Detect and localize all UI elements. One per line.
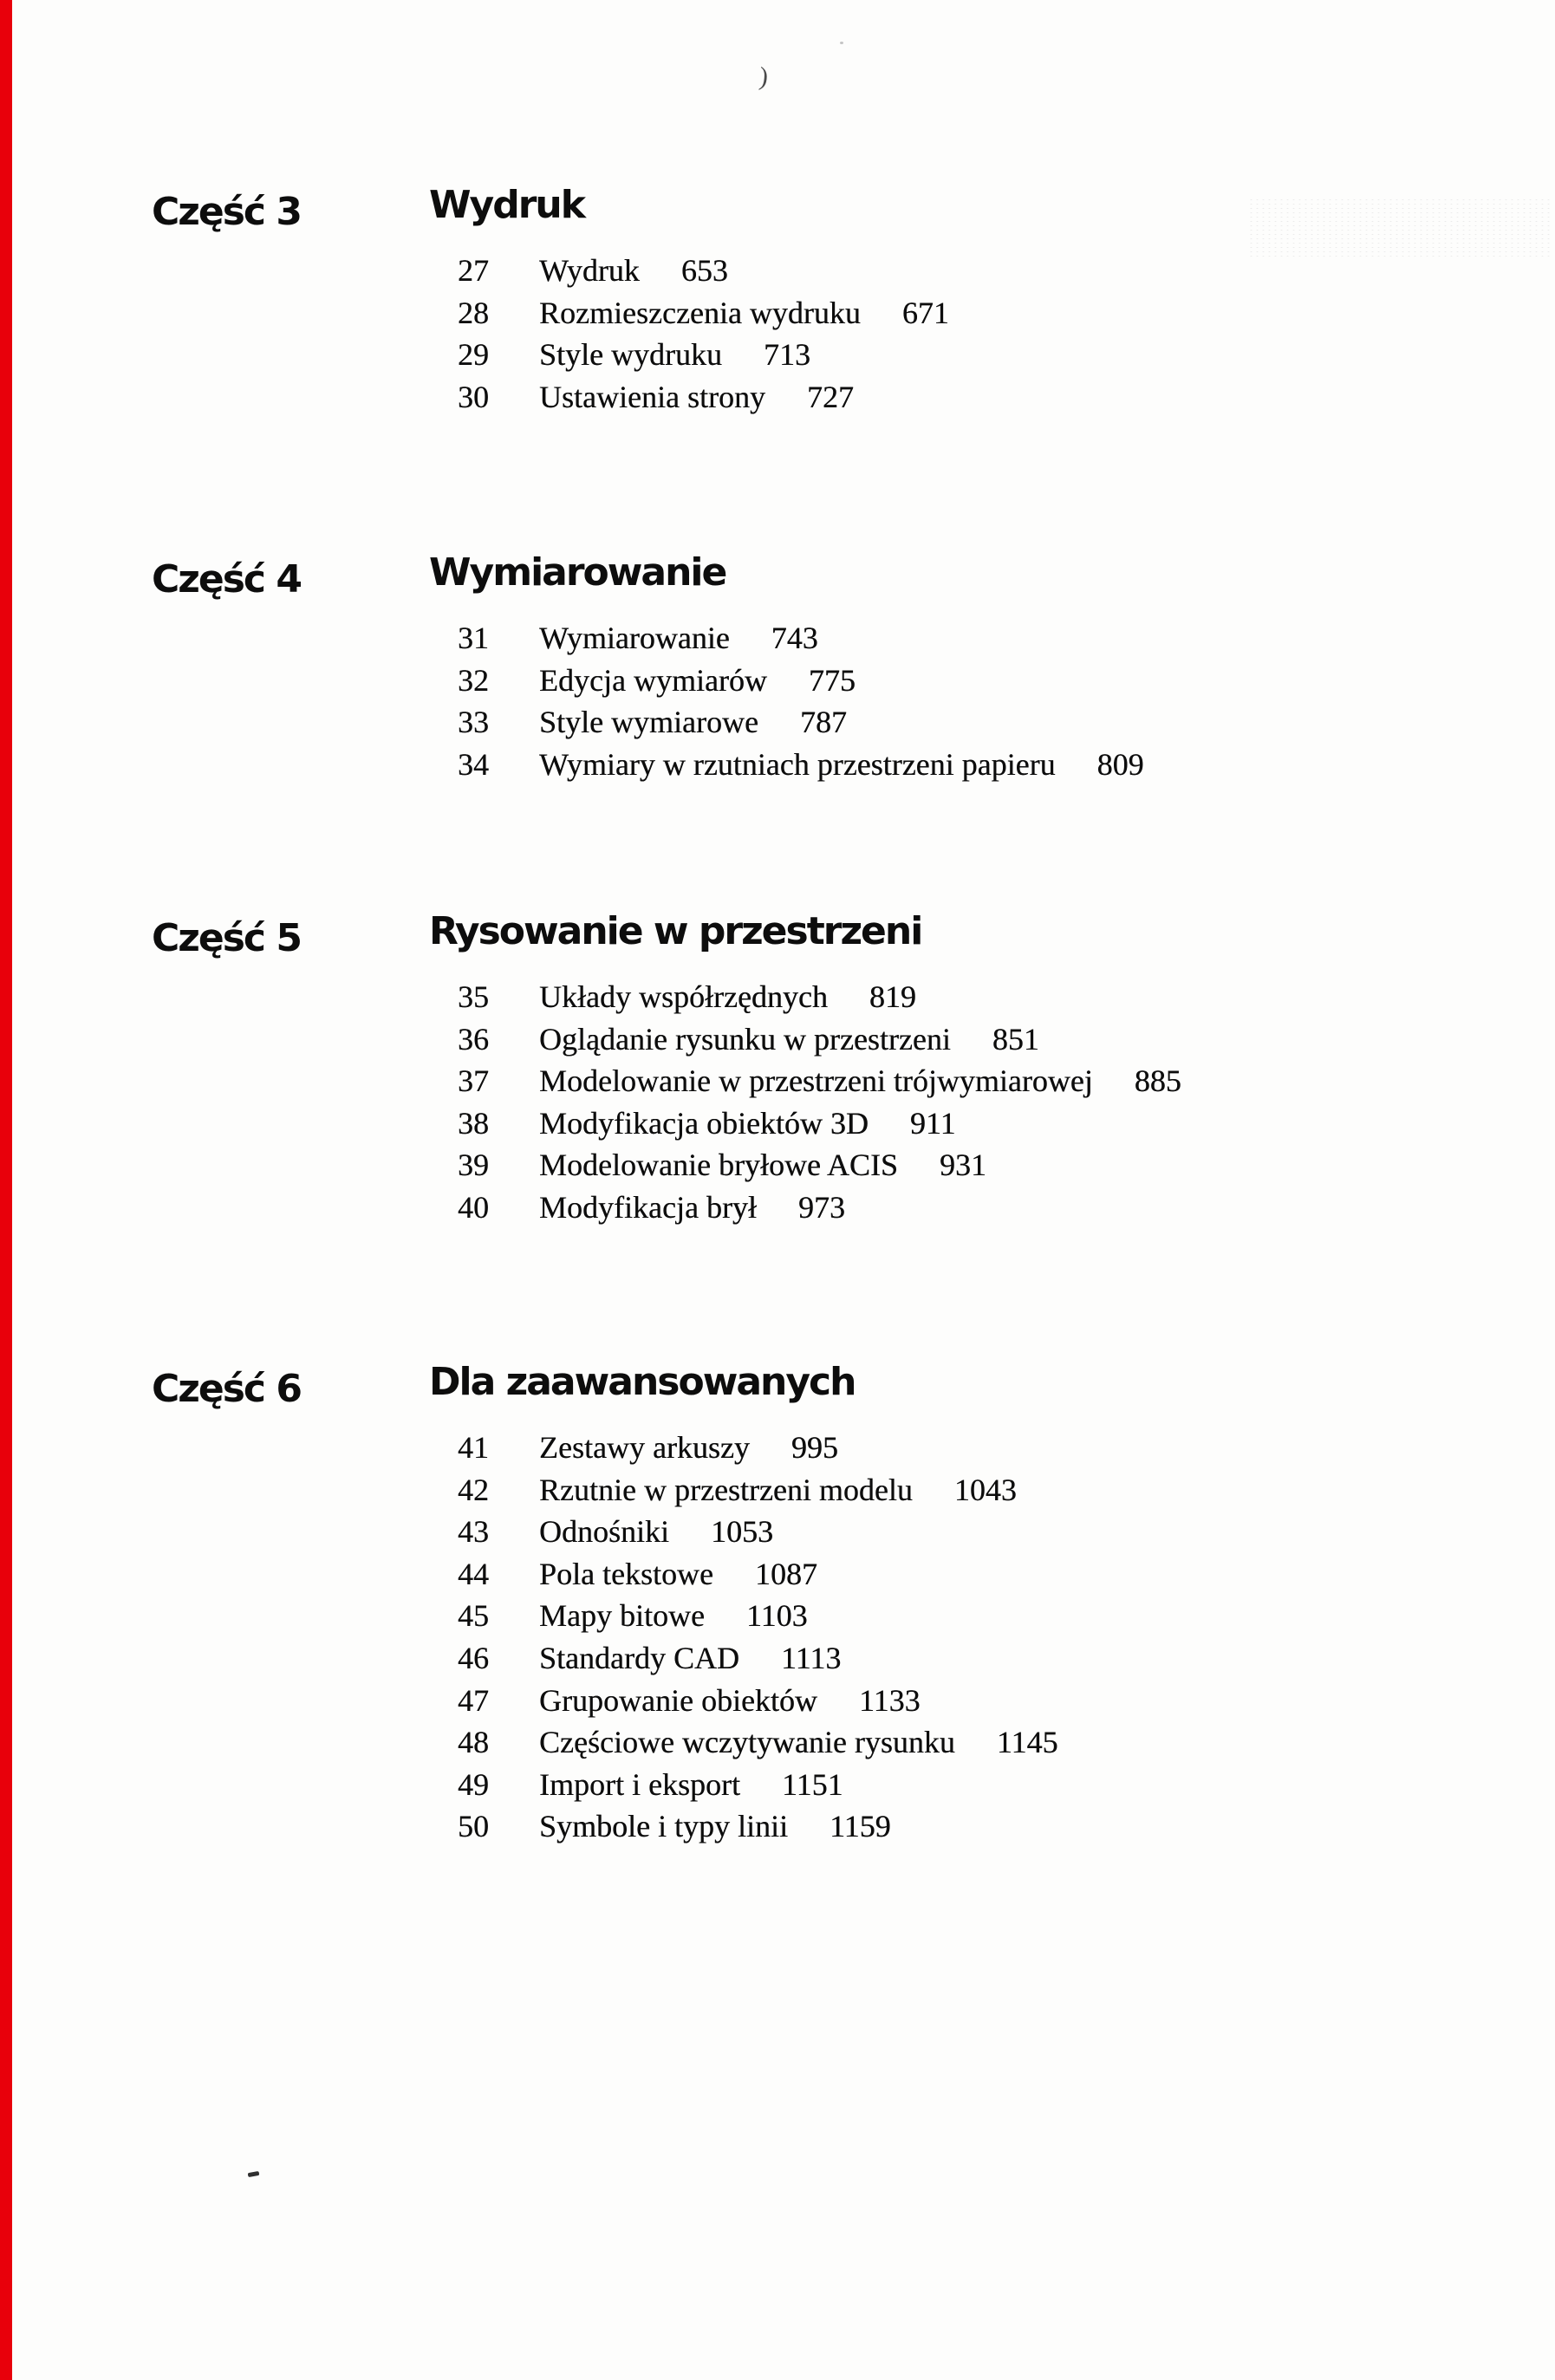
chapter-number: 50 <box>458 1809 489 1844</box>
chapter-number: 37 <box>458 1063 489 1099</box>
chapter-row <box>429 744 1555 786</box>
chapter-title: Oglądanie rysunku w przestrzeni <box>539 1021 951 1057</box>
chapter-row <box>429 1805 1555 1848</box>
chapter-row <box>429 1060 1555 1102</box>
chapter-title: Style wydruku <box>539 337 722 373</box>
part-title: Wymiarowanie <box>429 550 726 595</box>
chapter-title: Modyfikacja brył <box>539 1189 757 1225</box>
chapter-page-number: 713 <box>764 337 810 373</box>
chapter-row <box>429 660 1555 702</box>
chapter-page-number: 911 <box>909 1105 956 1141</box>
scan-artifact-paren: ) <box>758 62 770 92</box>
chapter-title: Rozmieszczenia wydruku <box>539 295 861 330</box>
chapter-title: Modyfikacja obiektów 3D <box>539 1105 869 1141</box>
part-body <box>429 909 1555 1229</box>
chapter-page-number: 1133 <box>858 1682 921 1718</box>
chapter-row <box>429 1553 1555 1596</box>
chapter-title: Symbole i typy linii <box>539 1809 789 1844</box>
chapter-number: 46 <box>458 1640 489 1675</box>
chapter-title: Pola tekstowe <box>539 1556 713 1591</box>
chapter-row <box>429 1102 1555 1145</box>
chapter-page-number: 1103 <box>745 1598 808 1634</box>
chapter-number: 47 <box>458 1682 489 1718</box>
chapter-page-number: 819 <box>869 979 916 1014</box>
chapter-row <box>429 1721 1555 1764</box>
chapter-page-number: 743 <box>771 621 818 655</box>
chapter-list <box>429 250 1555 418</box>
chapter-row <box>429 1637 1555 1680</box>
chapter-number: 45 <box>458 1598 489 1634</box>
chapter-number: 35 <box>458 979 489 1014</box>
chapter-row <box>429 1018 1555 1061</box>
chapter-row <box>429 701 1555 744</box>
chapter-list <box>429 1427 1555 1848</box>
scan-artifact-dot <box>840 42 843 44</box>
chapter-row <box>429 1469 1555 1512</box>
chapter-row <box>429 292 1555 335</box>
chapter-page-number: 809 <box>1096 746 1144 782</box>
toc-part-6 <box>0 1360 1555 1848</box>
chapter-number: 48 <box>458 1725 489 1760</box>
chapter-number: 41 <box>458 1430 489 1465</box>
chapter-number: 32 <box>458 662 489 698</box>
chapter-number: 30 <box>458 379 489 414</box>
chapter-title: Standardy CAD <box>539 1640 739 1675</box>
part-label: Część 4 <box>152 557 301 602</box>
chapter-page-number: 775 <box>808 662 856 698</box>
chapter-title: Częściowe wczytywanie rysunku <box>539 1725 955 1760</box>
chapter-title: Style wymiarowe <box>539 705 758 740</box>
chapter-page-number: 1159 <box>830 1809 891 1844</box>
chapter-number: 33 <box>458 705 489 740</box>
chapter-row <box>429 376 1555 419</box>
chapter-number: 49 <box>458 1766 489 1802</box>
chapter-row <box>429 250 1555 292</box>
chapter-page-number: 995 <box>791 1430 838 1465</box>
chapter-page-number: 851 <box>992 1021 1039 1057</box>
chapter-page-number: 653 <box>680 253 728 288</box>
chapter-number: 39 <box>458 1148 489 1183</box>
chapter-title: Zestawy arkuszy <box>539 1430 750 1465</box>
chapter-page-number: 931 <box>939 1148 986 1183</box>
chapter-page-number: 973 <box>797 1189 845 1225</box>
chapter-number: 36 <box>458 1021 489 1057</box>
chapter-list <box>429 976 1555 1229</box>
chapter-row <box>429 1427 1555 1469</box>
chapter-title: Modelowanie w przestrzeni trójwymiarowej <box>539 1063 1093 1099</box>
part-label: Część 6 <box>152 1367 301 1411</box>
chapter-page-number: 1151 <box>781 1766 843 1802</box>
chapter-list <box>429 617 1555 785</box>
chapter-title: Rzutnie w przestrzeni modelu <box>539 1472 913 1507</box>
chapter-title: Ustawienia strony <box>539 379 765 414</box>
chapter-title: Odnośniki <box>539 1514 670 1550</box>
scan-artifact-dash <box>248 2171 260 2177</box>
chapter-page-number: 671 <box>901 295 949 330</box>
chapter-page-number: 1087 <box>754 1556 817 1591</box>
chapter-title: Edycja wymiarów <box>539 662 767 698</box>
chapter-number: 42 <box>458 1472 489 1507</box>
toc-part-4 <box>0 550 1555 785</box>
chapter-number: 38 <box>458 1105 489 1141</box>
chapter-row <box>429 1680 1555 1722</box>
chapter-page-number: 1053 <box>711 1514 774 1550</box>
toc-part-5 <box>0 909 1555 1229</box>
chapter-number: 29 <box>458 337 489 373</box>
chapter-title: Mapy bitowe <box>539 1598 705 1634</box>
chapter-page-number: 885 <box>1134 1063 1181 1099</box>
chapter-title: Import i eksport <box>539 1766 740 1802</box>
part-title: Rysowanie w przestrzeni <box>429 909 922 953</box>
chapter-row <box>429 1511 1555 1553</box>
chapter-row <box>429 1764 1555 1806</box>
part-body <box>429 1360 1555 1848</box>
toc-part-3 <box>0 183 1555 418</box>
chapter-title: Wydruk <box>539 253 640 288</box>
part-body <box>429 550 1555 785</box>
chapter-row <box>429 1187 1555 1229</box>
chapter-number: 44 <box>458 1556 489 1591</box>
part-label: Część 3 <box>152 190 301 234</box>
chapter-row <box>429 617 1555 660</box>
chapter-number: 34 <box>458 746 489 782</box>
chapter-page-number: 787 <box>799 705 847 740</box>
chapter-title: Modelowanie bryłowe ACIS <box>539 1148 898 1183</box>
chapter-title: Układy współrzędnych <box>539 979 828 1014</box>
chapter-number: 43 <box>458 1514 489 1550</box>
chapter-number: 28 <box>458 295 489 330</box>
chapter-title: Wymiarowanie <box>539 621 730 655</box>
part-label: Część 5 <box>152 916 301 960</box>
chapter-page-number: 1145 <box>996 1725 1058 1760</box>
chapter-number: 40 <box>458 1189 489 1225</box>
chapter-page-number: 727 <box>806 379 854 414</box>
chapter-page-number: 1113 <box>780 1640 842 1675</box>
chapter-number: 27 <box>458 253 489 288</box>
chapter-row <box>429 976 1555 1018</box>
chapter-title: Grupowanie obiektów <box>539 1682 817 1718</box>
chapter-row <box>429 1595 1555 1637</box>
chapter-row <box>429 1144 1555 1187</box>
part-body <box>429 183 1555 418</box>
chapter-number: 31 <box>458 621 489 655</box>
chapter-row <box>429 334 1555 376</box>
chapter-page-number: 1043 <box>953 1472 1017 1507</box>
part-title: Wydruk <box>429 183 584 227</box>
chapter-title: Wymiary w rzutniach przestrzeni papieru <box>539 746 1056 782</box>
part-title: Dla zaawansowanych <box>429 1360 856 1404</box>
